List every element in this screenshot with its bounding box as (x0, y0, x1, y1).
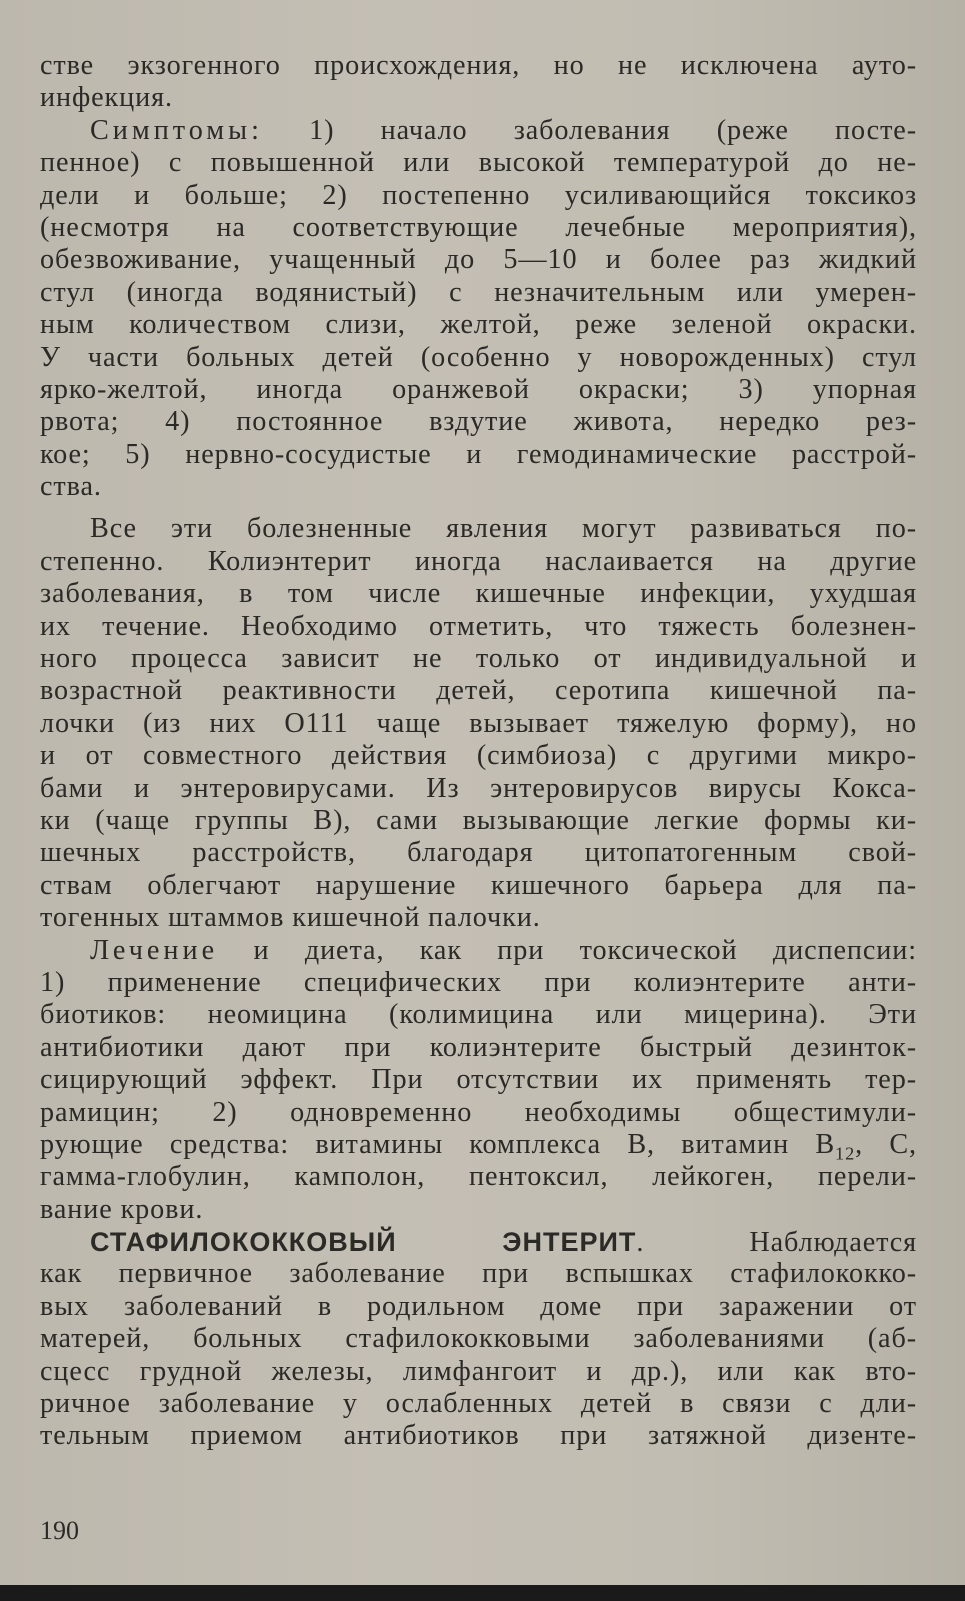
text-line: антибиотики дают при колиэнтерите быстрый дезинток- (40, 1031, 917, 1063)
text-line: бами и энтеровирусами. Из энтеровирусов вирусы Кокса- (40, 772, 917, 804)
text-line: ричное заболевание у ослабленных детей в связи с дли- (40, 1388, 917, 1420)
text-line: возрастной реактивности детей, серотипа кишечной па- (40, 675, 917, 707)
text-line: ки (чаще группы В), сами вызывающие легкие формы ки- (40, 804, 917, 836)
subscript: 12 (835, 1143, 856, 1162)
text-line: сцесс грудной железы, лимфангоит и др.), или как вто- (40, 1355, 917, 1387)
text-line: гамма-глобулин, камполон, пентоксил, лейкоген, перели- (40, 1161, 917, 1193)
text-line: сицирующий эффект. При отсутствии их применять тер- (40, 1064, 917, 1096)
text-fragment: 1) начало заболевания (реже посте- (262, 114, 917, 146)
text-line (40, 115, 917, 147)
text-line: лочки (из них О111 чаще вызывает тяжелую форму), но (40, 707, 917, 739)
text-line: тельным приемом антибиотиков при затяжной дизенте- (40, 1420, 917, 1452)
text-line (40, 1129, 917, 1161)
text-line: ствам облегчают нарушение кишечного барьера для па- (40, 869, 917, 901)
text-line: ного процесса зависит не только от индивидуальной и (40, 643, 917, 675)
body-text (40, 50, 917, 1453)
text-line: как первичное заболевание при вспышках стафилококко- (40, 1258, 917, 1290)
text-line (40, 935, 917, 967)
symptoms-lead: Симптомы: (90, 114, 263, 146)
text-line: рамицин; 2) одновременно необходимы общестимули- (40, 1096, 917, 1128)
text-fragment: . Наблюдается (636, 1227, 917, 1259)
text-fragment: рующие средства: витамины комплекса В, витамин В (40, 1128, 836, 1160)
section-heading: СТАФИЛОКОККОВЫЙ ЭНТЕРИТ (90, 1227, 637, 1258)
text-line: ярко-желтой, иногда оранжевой окраски; 3) упорная (40, 373, 917, 405)
text-line: инфекция. (40, 82, 173, 114)
text-line: биотиков: неомицина (колимицина или мицерина). Эти (40, 999, 917, 1031)
text-line: матерей, больных стафилококковыми заболеваниями (аб- (40, 1323, 917, 1355)
treatment-lead: Лечение (90, 934, 219, 966)
text-line: пенное) с повышенной или высокой температурой до не- (40, 147, 917, 179)
text-line: ства. (40, 471, 102, 503)
text-fragment: и диета, как при токсической диспепсии: (218, 934, 917, 966)
text-line: заболевания, в том числе кишечные инфекции, ухудшая (40, 578, 917, 610)
text-line: и от совместного действия (симбиоза) с другими микро- (40, 740, 917, 772)
page-number: 190 (40, 1516, 79, 1545)
text-line: 1) применение специфических при колиэнтерите анти- (40, 966, 917, 998)
text-line: тогенных штаммов кишечной палочки. (40, 902, 541, 934)
text-line: стул (иногда водянистый) с незначительным или умерен- (40, 276, 917, 308)
text-line: У части больных детей (особенно у новорожденных) стул (40, 341, 917, 373)
text-line: Все эти болезненные явления могут развиваться по- (90, 513, 917, 545)
text-line: вых заболеваний в родильном доме при заражении от (40, 1290, 917, 1322)
text-line: обезвоживание, учащенный до 5—10 и более раз жидкий (40, 244, 917, 276)
text-line: стве экзогенного происхождения, но не исключена ауто- (40, 50, 917, 81)
text-line: вание крови. (40, 1193, 204, 1225)
text-line (40, 1226, 917, 1258)
text-line: (несмотря на соответствующие лечебные мероприятия), (40, 211, 917, 243)
scan-edge (0, 1585, 965, 1601)
text-line: кое; 5) нервно-сосудистые и гемодинамические расстрой- (40, 438, 917, 470)
text-line: рвота; 4) постоянное вздутие живота, нередко рез- (40, 406, 917, 438)
text-line: их течение. Необходимо отметить, что тяжесть болезнен- (40, 610, 917, 642)
text-line: ным количеством слизи, желтой, реже зеленой окраски. (40, 309, 917, 341)
text-fragment: , С, (855, 1128, 917, 1160)
text-line: шечных расстройств, благодаря цитопатогенным свой- (40, 837, 917, 869)
text-line: степенно. Колиэнтерит иногда наслаивается на другие (40, 545, 917, 577)
text-line: дели и больше; 2) постепенно усиливающийся токсикоз (40, 179, 917, 211)
